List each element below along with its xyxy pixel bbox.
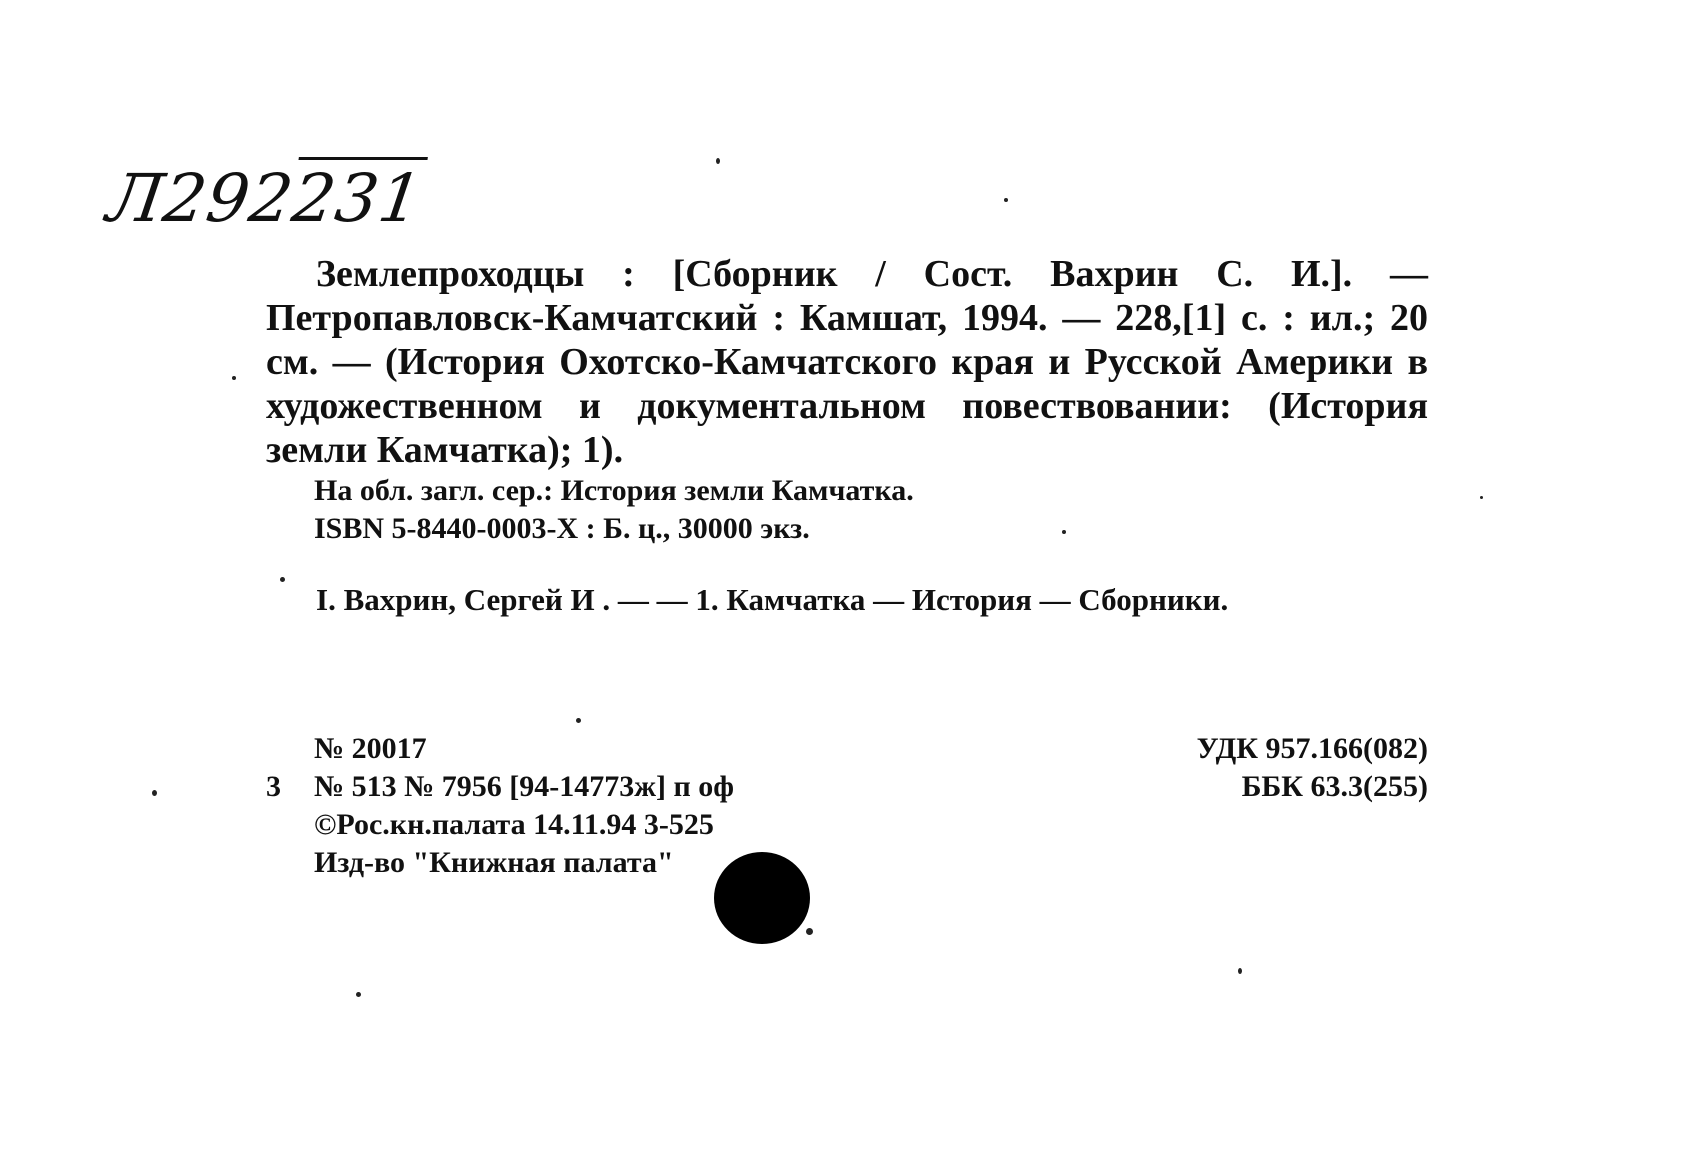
series-note: На обл. загл. сер.: История земли Камчатка.	[314, 474, 914, 507]
scan-speck	[576, 718, 581, 723]
scan-speck	[1480, 496, 1483, 499]
registration-block	[266, 730, 735, 882]
scan-speck	[1062, 530, 1066, 534]
copyright-line: ©Рос.кн.палата 14.11.94 3-525	[314, 808, 714, 841]
scan-speck	[716, 158, 720, 164]
isbn-line: ISBN 5-8440-0003-X : Б. ц., 30000 экз.	[314, 512, 810, 545]
inventory-numbers: № 513 № 7956 [94-14773ж] п оф	[314, 770, 735, 803]
scan-speck	[1238, 968, 1242, 974]
registration-number: № 20017	[314, 732, 427, 765]
scan-speck	[806, 928, 813, 935]
publisher-line: Изд-во "Книжная палата"	[314, 846, 674, 879]
scan-speck	[1004, 198, 1008, 202]
main-entry: Землепроходцы : [Сборник / Сост. Вахрин С. И.]. — Петропавловск-Камчатский : Камшат, 1994. — 228,[1] с. : ил.; 20 см. — (История Охотско-Камчатского края и Русской Америки в художественном и документальном повествовании: (История земли Камчатка); 1).	[266, 253, 1428, 471]
scan-speck	[280, 577, 285, 582]
scan-speck	[152, 790, 157, 796]
udk-code: УДК 957.166(082)	[1196, 732, 1428, 765]
shelf-mark	[103, 160, 428, 237]
ink-blot-mark	[714, 852, 810, 944]
bbk-code: ББК 63.3(255)	[1241, 770, 1428, 803]
subject-headings: I. Вахрин, Сергей И . — — 1. Камчатка — История — Сборники.	[316, 582, 1229, 617]
scan-speck	[356, 992, 361, 997]
scan-speck	[232, 376, 236, 380]
classification-block	[1197, 730, 1428, 806]
shelf-mark-prefix: Л292	[102, 160, 299, 237]
shelf-mark-suffix: 231	[287, 160, 428, 237]
copy-count: 3	[266, 770, 281, 803]
